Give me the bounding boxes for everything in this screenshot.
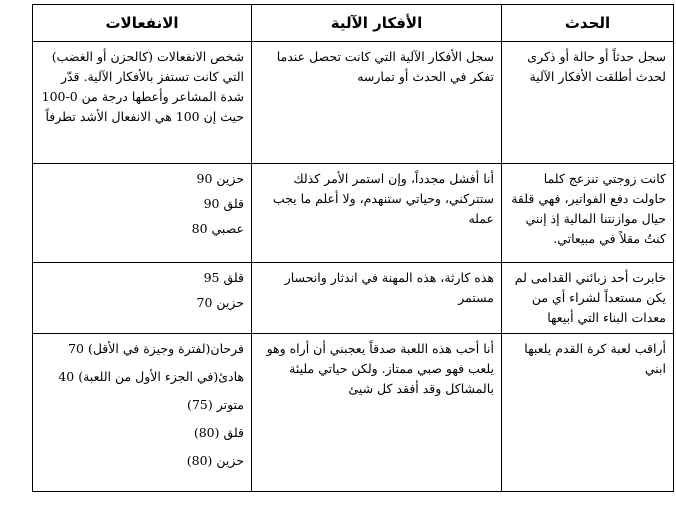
emotion-item: قلق (80) [193, 425, 244, 440]
thought-cell: سجل الأفكار الآلية التي كانت تحصل عندما تفكر في الحدث أو تمارسه [252, 42, 502, 164]
header-row [33, 5, 674, 42]
event-cell: خابرت أحد زبائني القدامى لم يكن مستعداً لشراء أي من معدات البناء التي أبيعها [502, 263, 674, 334]
table-row [33, 164, 674, 263]
header-event: الحدث [502, 5, 674, 42]
emotion-item: قلق 90 [203, 196, 244, 211]
emotion-item: عصبي 80 [191, 221, 244, 236]
thought-cell: هذه كارثة، هذه المهنة في اندثار وانحسار مستمر [252, 263, 502, 334]
thought-cell: أنا أفشل مجدداً، وإن استمر الأمر كذلك ستتركني، وحياتي ستنهدم، ولا أعلم ما يجب عمله [252, 164, 502, 263]
emotion-item: حزين (80) [186, 453, 244, 468]
table-row [33, 42, 674, 164]
thought-record-table [32, 4, 674, 492]
header-emotions: الانفعالات [33, 5, 252, 42]
thought-record-table-container [32, 4, 673, 504]
emotion-cell [33, 334, 252, 492]
emotion-item: متوتر (75) [187, 397, 244, 412]
table-row [33, 263, 674, 334]
emotion-item: حزين 90 [196, 171, 244, 186]
event-cell: أراقب لعبة كرة القدم يلعبها ابني [502, 334, 674, 492]
event-cell: سجل حدثاً أو حالة أو ذكرى لحدث أطلقت الأفكار الآلية [502, 42, 674, 164]
emotion-cell [33, 263, 252, 334]
emotion-item: حزين 70 [196, 295, 244, 310]
emotion-item: فرحان(لفترة وجيزة في الأقل) 70 [68, 341, 244, 356]
event-cell: كانت زوجتي تنزعج كلما حاولت دفع الفواتير، فهي قلقة حيال موازنتنا المالية إذ إنني كنتُ مقلاً في مبيعاتي. [502, 164, 674, 263]
emotion-item: قلق 95 [203, 270, 244, 285]
emotion-cell [33, 164, 252, 263]
table-row [33, 334, 674, 492]
header-thoughts: الأفكار الآلية [252, 5, 502, 42]
emotion-cell: شخص الانفعالات (كالحزن أو الغضب) التي كانت تستفز بالأفكار الآلية. قدّر شدة المشاعر وأعطها درجة من 0-100 حيث إن 100 هي الانفعال الأشد تطرفاً [33, 42, 252, 164]
emotion-item: هادئ(في الجزء الأول من اللعبة) 40 [58, 369, 244, 384]
thought-cell: أنا أحب هذه اللعبة صدقاً يعجبني أن أراه وهو يلعب فهو صبي ممتاز. ولكن حياتي مليئة بالمشاكل وقد أفقد كل شيئ [252, 334, 502, 492]
